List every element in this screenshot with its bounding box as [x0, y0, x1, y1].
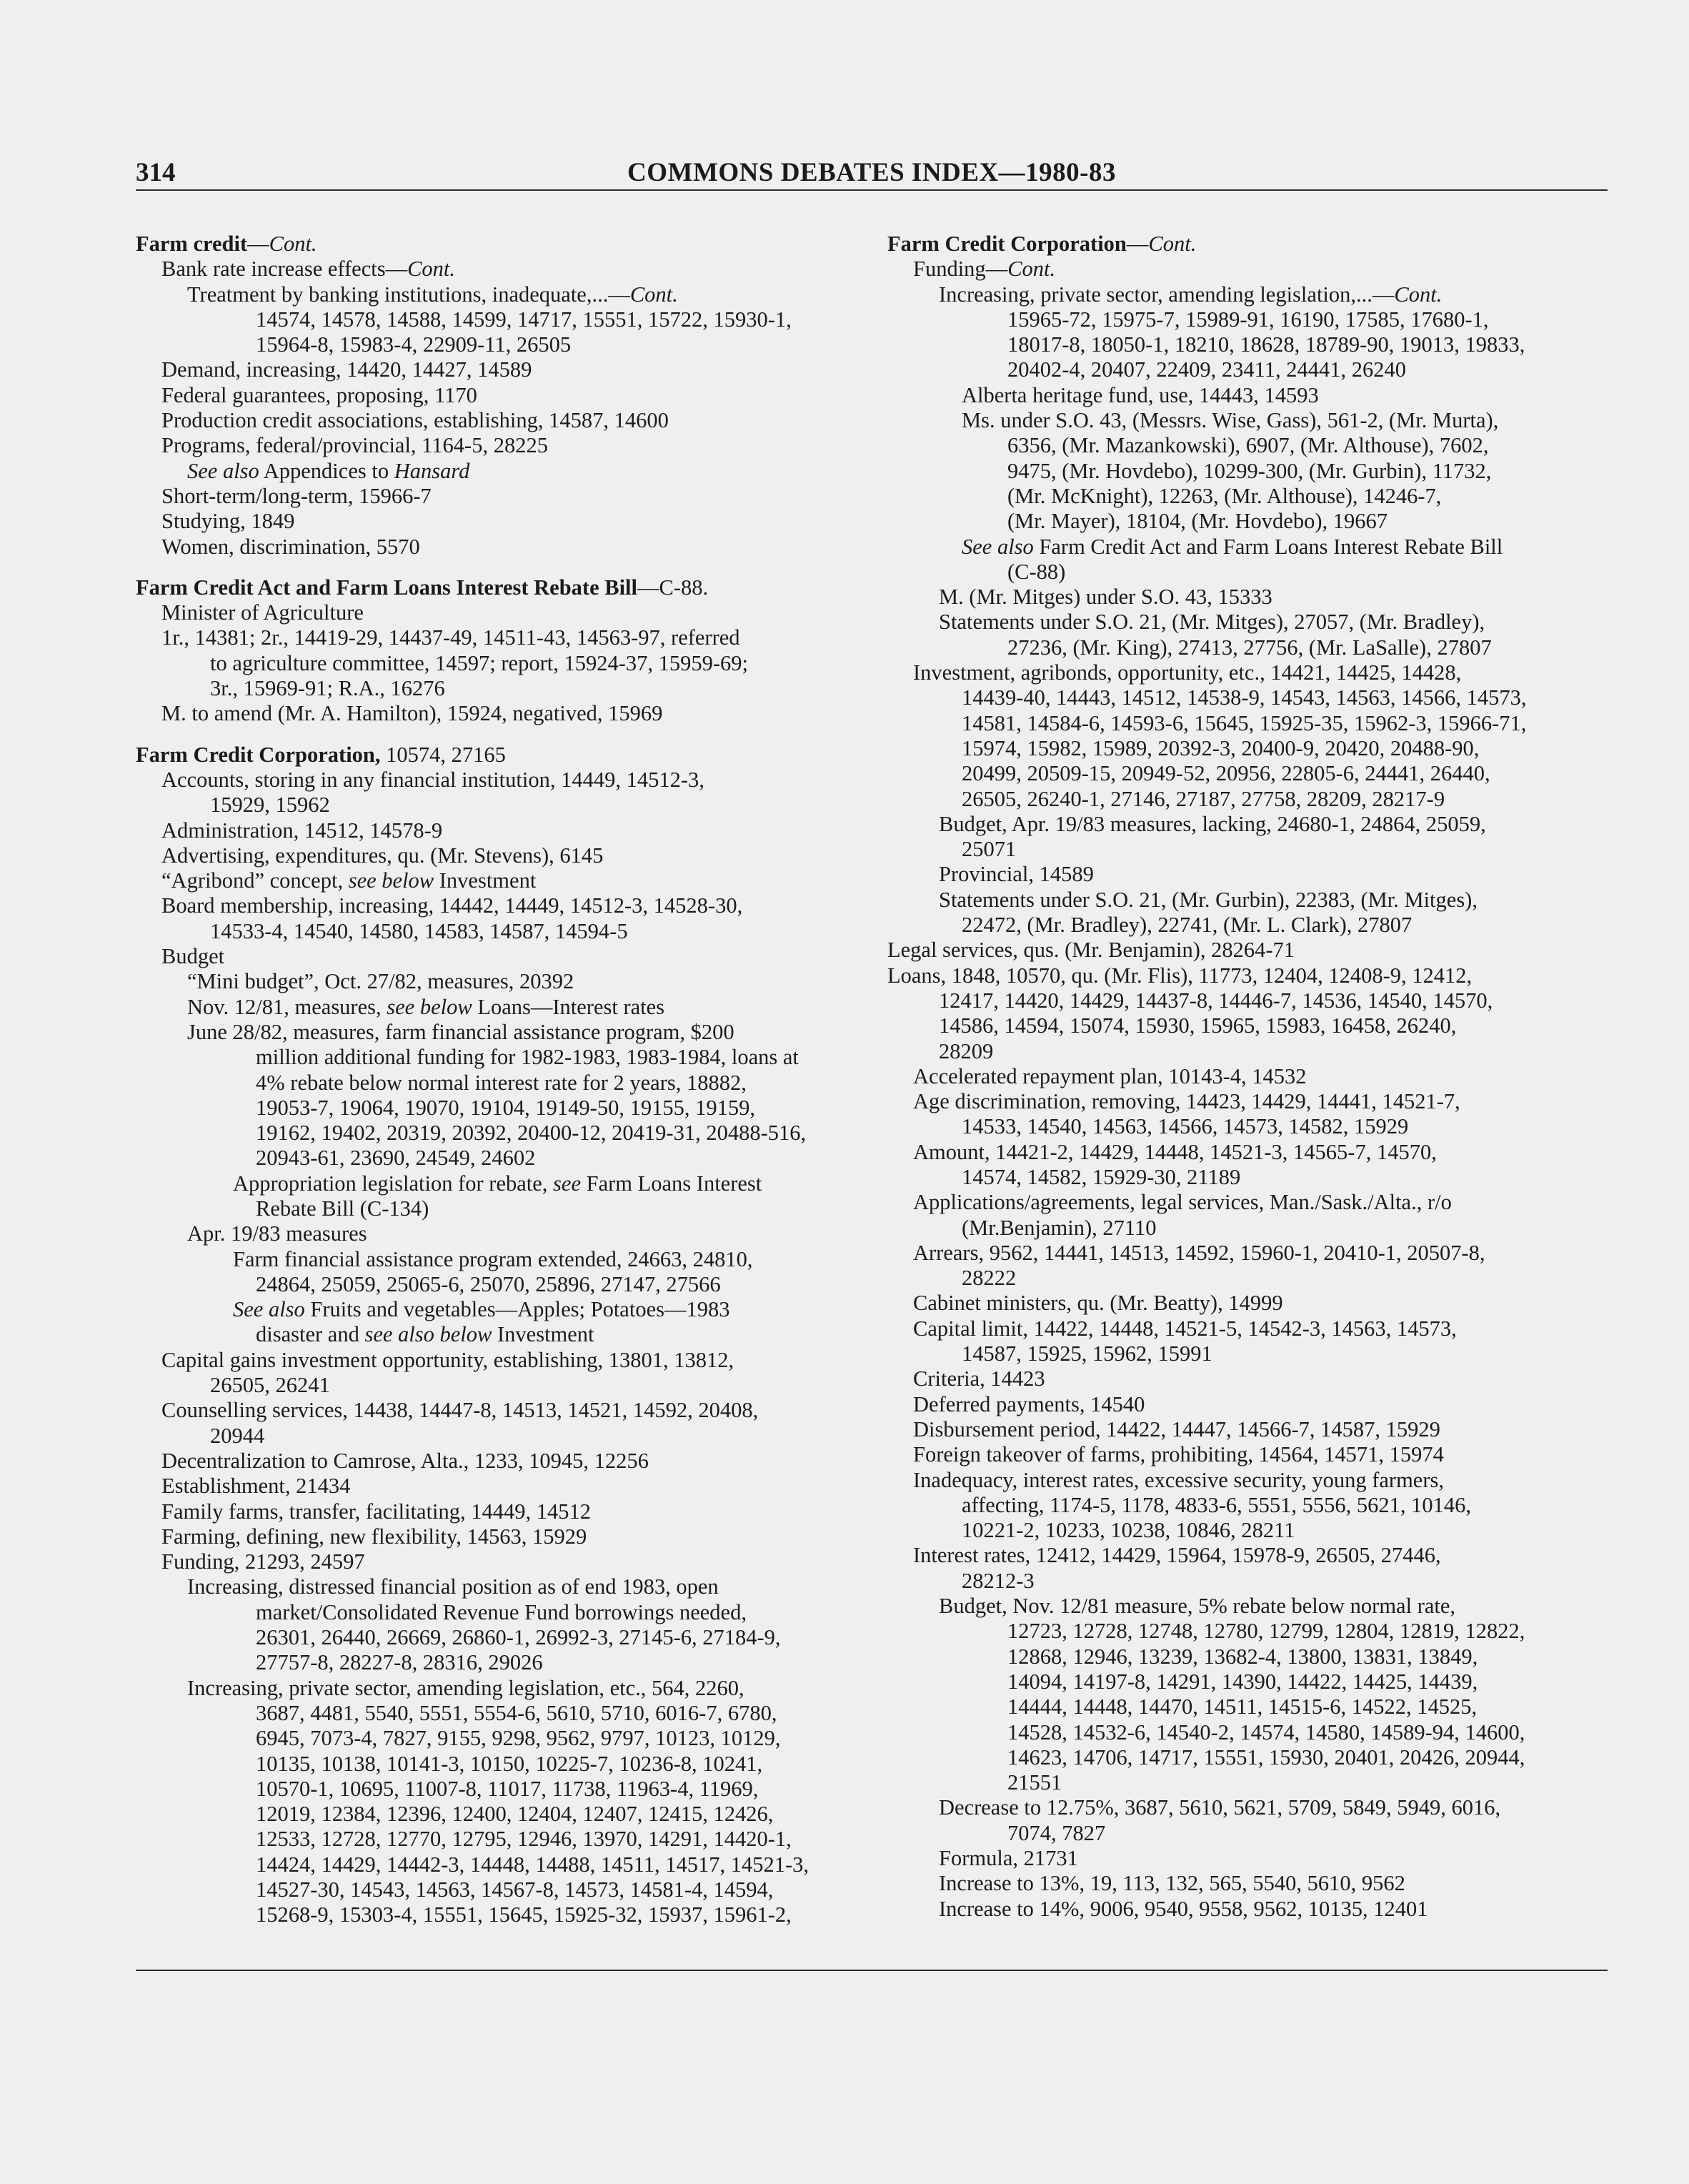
index-entry-line — [136, 433, 865, 458]
entry-text: 28209 — [939, 1038, 994, 1063]
index-entry-line — [136, 357, 865, 382]
entry-text: Loans—Interest rates — [472, 994, 665, 1019]
entry-text: Budget, Nov. 12/81 measure, 5% rebate below normal rate, — [939, 1594, 1456, 1619]
index-entry-line — [136, 332, 865, 357]
entry-text: 12019, 12384, 12396, 12400, 12404, 12407, 12415, 12426, — [256, 1802, 774, 1827]
index-entry-line — [887, 459, 1609, 484]
left-column — [136, 232, 865, 1928]
entry-text: 3687, 4481, 5540, 5551, 5554-6, 5610, 5710, 6016-7, 6780, — [256, 1700, 777, 1725]
entry-text: Treatment by banking institutions, inadequate,...— — [187, 282, 630, 307]
index-heading-line — [887, 938, 1609, 963]
entry-text: 20499, 20509-15, 20949-52, 20956, 22805-6, 24441, 26440, — [962, 761, 1490, 786]
entry-text: 14581, 14584-6, 14593-6, 15645, 15925-35, 15962-3, 15966-71, — [962, 710, 1527, 735]
entry-text: — — [247, 232, 269, 256]
entry-text: Increase to 13%, 19, 113, 132, 565, 5540, 5610, 9562 — [939, 1871, 1405, 1896]
index-heading-line — [887, 963, 1609, 988]
index-entry-line — [136, 1121, 865, 1146]
index-entry-line — [887, 862, 1609, 887]
index-entry-line — [136, 1297, 865, 1322]
index-entry-line — [887, 1468, 1609, 1493]
index-entry-line — [136, 1474, 865, 1499]
entry-text: million additional funding for 1982-1983, 1983-1984, loans at — [256, 1045, 799, 1070]
index-entry-line — [887, 1366, 1609, 1391]
index-entry-line — [136, 257, 865, 282]
index-entry-line — [136, 1827, 865, 1852]
index-entry-line — [136, 535, 865, 560]
index-entry-line — [136, 1676, 865, 1701]
index-entry-line — [136, 1071, 865, 1096]
index-entry-line — [136, 1524, 865, 1549]
entry-text: Loans, 1848, 10570, qu. (Mr. Flis), 11773, 12404, 12408-9, 12412, — [887, 963, 1473, 988]
entry-text: 14444, 14448, 14470, 14511, 14515-6, 14522, 14525, — [1007, 1694, 1478, 1719]
entry-text: 15964-8, 15983-4, 22909-11, 26505 — [256, 332, 572, 357]
entry-text: Rebate Bill (C-134) — [256, 1196, 429, 1221]
index-entry-line — [887, 1795, 1609, 1820]
entry-text: Alberta heritage fund, use, 14443, 14593 — [962, 382, 1319, 407]
entry-text: Decrease to 12.75%, 3687, 5610, 5621, 5709, 5849, 5949, 6016, — [939, 1795, 1501, 1820]
index-heading-line — [136, 743, 865, 768]
index-entry-line — [887, 1316, 1609, 1341]
index-entry-line — [887, 433, 1609, 458]
entry-text: market/Consolidated Revenue Fund borrowings needed, — [256, 1599, 747, 1624]
entry-text: Demand, increasing, 14420, 14427, 14589 — [161, 357, 532, 382]
italic-text: see below — [348, 868, 434, 893]
page-title: COMMONS DEBATES INDEX—1980-83 — [627, 158, 1116, 187]
entry-text: 20943-61, 23690, 24549, 24602 — [256, 1146, 536, 1171]
index-entry-line — [887, 1392, 1609, 1417]
right-column — [887, 232, 1609, 1922]
index-entry-line — [887, 1569, 1609, 1594]
italic-text: see below — [387, 994, 472, 1019]
index-entry-line — [887, 988, 1609, 1013]
entry-text: 28212-3 — [962, 1568, 1035, 1593]
entry-text: Accounts, storing in any financial institution, 14449, 14512-3, — [161, 767, 704, 792]
italic-text: Cont. — [269, 232, 317, 256]
index-entry-line — [887, 1291, 1609, 1316]
index-entry-line — [136, 1625, 865, 1650]
index-entry-line — [887, 837, 1609, 862]
index-entry-line — [136, 1045, 865, 1070]
index-entry-line — [136, 509, 865, 534]
entry-text: Advertising, expenditures, qu. (Mr. Stevens), 6145 — [161, 843, 604, 868]
index-entry-line — [887, 913, 1609, 938]
entry-text: Investment, agribonds, opportunity, etc., 14421, 14425, 14428, — [913, 660, 1462, 685]
index-entry-line — [136, 1020, 865, 1045]
index-entry-line — [136, 919, 865, 944]
index-term: Farm Credit Act and Farm Loans Interest Rebate Bill — [136, 575, 637, 600]
entry-text: 28222 — [962, 1266, 1017, 1291]
index-entry-line — [887, 1493, 1609, 1518]
entry-text: Apr. 19/83 measures — [187, 1221, 367, 1246]
index-entry-line — [136, 1600, 865, 1625]
entry-text: Cabinet ministers, qu. (Mr. Beatty), 14999 — [913, 1291, 1283, 1316]
entry-text: 14094, 14197-8, 14291, 14390, 14422, 14425, 14439, — [1007, 1669, 1478, 1694]
index-entry-line — [136, 1902, 865, 1927]
entry-text: 6356, (Mr. Mazankowski), 6907, (Mr. Althouse), 7602, — [1007, 433, 1489, 458]
index-heading-line — [887, 232, 1609, 257]
entry-text: Statements under S.O. 21, (Mr. Gurbin), 22383, (Mr. Mitges), — [939, 887, 1478, 912]
entry-text: Family farms, transfer, facilitating, 14449, 14512 — [161, 1499, 592, 1524]
index-entry-line — [887, 1720, 1609, 1745]
entry-text: Increasing, private sector, amending legislation,...— — [939, 282, 1395, 307]
entry-text: 15965-72, 15975-7, 15989-91, 16190, 17585, 17680-1, — [1007, 307, 1489, 332]
index-entry-line — [136, 1322, 865, 1347]
entry-text: 10221-2, 10233, 10238, 10846, 28211 — [962, 1518, 1295, 1543]
entry-text: Funding— — [913, 257, 1008, 282]
entry-text: 14574, 14578, 14588, 14599, 14717, 15551, 15722, 15930-1, — [256, 307, 792, 332]
italic-text: Cont. — [407, 257, 456, 282]
index-entry-line — [136, 1096, 865, 1121]
index-entry-line — [136, 282, 865, 307]
entry-text: 27757-8, 28227-8, 28316, 29026 — [256, 1650, 543, 1675]
index-entry-line — [887, 1770, 1609, 1795]
index-entry-line — [136, 793, 865, 818]
entry-text: Minister of Agriculture — [161, 600, 364, 625]
italic-text: Cont. — [1007, 257, 1056, 282]
index-entry-line — [136, 701, 865, 726]
entry-text: 18017-8, 18050-1, 18210, 18628, 18789-90, 19013, 19833, — [1007, 332, 1525, 357]
entry-text: 3r., 15969-91; R.A., 16276 — [210, 676, 445, 701]
index-entry-line — [136, 818, 865, 843]
entry-text: Arrears, 9562, 14441, 14513, 14592, 15960-1, 20410-1, 20507-8, — [913, 1240, 1485, 1265]
entry-text: 20402-4, 20407, 22409, 23411, 24441, 26240 — [1007, 357, 1407, 382]
entry-text: 4% rebate below normal interest rate for 2 years, 18882, — [256, 1070, 747, 1095]
index-entry-line — [887, 1064, 1609, 1089]
entry-text: Statements under S.O. 21, (Mr. Mitges), 27057, (Mr. Bradley), — [939, 610, 1485, 635]
entry-text: Ms. under S.O. 43, (Messrs. Wise, Gass), 561-2, (Mr. Murta), — [962, 408, 1499, 433]
index-entry-line — [136, 1171, 865, 1196]
entry-text: Disbursement period, 14422, 14447, 14566-7, 14587, 15929 — [913, 1416, 1440, 1441]
entry-text: Legal services, qus. (Mr. Benjamin), 28264-71 — [887, 938, 1295, 963]
entry-text: Farm Credit Act and Farm Loans Interest Rebate Bill — [1033, 534, 1503, 559]
entry-text: Establishment, 21434 — [161, 1474, 351, 1499]
entry-text: Deferred payments, 14540 — [913, 1391, 1145, 1416]
entry-text: Provincial, 14589 — [939, 862, 1094, 887]
entry-text: (Mr. Mayer), 18104, (Mr. Hovdebo), 19667 — [1007, 509, 1387, 534]
entry-text: 14587, 15925, 15962, 15991 — [962, 1341, 1212, 1366]
entry-text: Funding, 21293, 24597 — [161, 1549, 365, 1574]
index-entry-line — [887, 1821, 1609, 1846]
index-entry-line — [136, 600, 865, 625]
entry-text: Studying, 1849 — [161, 509, 295, 534]
footer-rule — [136, 1970, 1608, 1971]
entry-text: 15268-9, 15303-4, 15551, 15645, 15925-32, 15937, 15961-2, — [256, 1902, 792, 1927]
entry-text: Accelerated repayment plan, 10143-4, 14532 — [913, 1063, 1307, 1088]
entry-text: 10570-1, 10695, 11007-8, 11017, 11738, 11963-4, 11969, — [256, 1776, 759, 1801]
entry-text: June 28/82, measures, farm financial assistance program, $200 — [187, 1019, 734, 1044]
index-entry-line — [887, 1669, 1609, 1694]
entry-text: Farm Loans Interest — [581, 1171, 762, 1196]
index-entry-line — [887, 408, 1609, 433]
index-entry-line — [887, 1619, 1609, 1644]
entry-text: M. to amend (Mr. A. Hamilton), 15924, negatived, 15969 — [161, 701, 663, 726]
index-entry-line — [136, 484, 865, 509]
index-heading-line — [136, 575, 865, 600]
entry-text: 14574, 14582, 15929-30, 21189 — [962, 1164, 1241, 1189]
entry-text: 12533, 12728, 12770, 12795, 12946, 13970, 14291, 14420-1, — [256, 1827, 792, 1852]
entry-text: 25071 — [962, 837, 1017, 862]
entry-text: 10574, 27165 — [380, 742, 506, 767]
entry-text: “Mini budget”, Oct. 27/82, measures, 20392 — [187, 969, 574, 994]
index-entry-line — [887, 1897, 1609, 1922]
entry-text: 15929, 15962 — [210, 793, 330, 818]
index-entry-line — [136, 1726, 865, 1751]
index-entry-line — [136, 1221, 865, 1246]
entry-text: 20944 — [210, 1423, 265, 1448]
index-entry-line — [887, 1039, 1609, 1064]
index-entry-line — [887, 560, 1609, 585]
index-entry-line — [887, 888, 1609, 913]
index-entry-line — [136, 969, 865, 994]
index-entry-line — [136, 1196, 865, 1221]
index-entry-line — [887, 1644, 1609, 1669]
entry-text: 19053-7, 19064, 19070, 19104, 19149-50, 19155, 19159, — [256, 1095, 755, 1120]
index-entry-line — [887, 1013, 1609, 1038]
entry-text: Investment — [492, 1322, 594, 1347]
entry-text: 10135, 10138, 10141-3, 10150, 10225-7, 10236-8, 10241, — [256, 1751, 763, 1776]
entry-spacer — [136, 560, 865, 575]
index-entry-line — [136, 1852, 865, 1877]
entry-text: Federal guarantees, proposing, 1170 — [161, 382, 477, 407]
index-entry-line — [136, 843, 865, 868]
index-entry-line — [136, 1424, 865, 1449]
italic-text: see — [553, 1171, 581, 1196]
entry-text: 26505, 26241 — [210, 1373, 330, 1398]
entry-text: 14623, 14706, 14717, 15551, 15930, 20401, 20426, 20944, — [1007, 1744, 1525, 1769]
index-entry-line — [887, 1089, 1609, 1114]
entry-text: 26505, 26240-1, 27146, 27187, 27758, 28209, 28217-9 — [962, 786, 1445, 811]
index-entry-line — [136, 1499, 865, 1524]
index-entry-line — [887, 484, 1609, 509]
entry-text: (C-88) — [1007, 559, 1066, 584]
entry-text: Increase to 14%, 9006, 9540, 9558, 9562, 10135, 12401 — [939, 1896, 1428, 1921]
italic-text: see also below — [364, 1322, 492, 1347]
index-entry-line — [887, 736, 1609, 761]
index-entry-line — [887, 610, 1609, 635]
entry-text: Bank rate increase effects— — [161, 257, 408, 282]
index-term: Farm Credit Corporation, — [136, 742, 381, 767]
entry-text: Budget, Apr. 19/83 measures, lacking, 24680-1, 24864, 25059, — [939, 811, 1486, 836]
entry-text: 6945, 7073-4, 7827, 9155, 9298, 9562, 9797, 10123, 10129, — [256, 1726, 781, 1751]
index-entry-line — [136, 625, 865, 650]
entry-text: Interest rates, 12412, 14429, 15964, 15978-9, 26505, 27446, — [913, 1543, 1441, 1568]
entry-text: Administration, 14512, 14578-9 — [161, 818, 443, 843]
index-entry-line — [887, 509, 1609, 534]
index-entry-line — [887, 1543, 1609, 1568]
entry-text: 14528, 14532-6, 14540-2, 14574, 14580, 14589-94, 14600, — [1007, 1719, 1525, 1744]
index-entry-line — [136, 1247, 865, 1272]
entry-text: Counselling services, 14438, 14447-8, 14513, 14521, 14592, 20408, — [161, 1398, 759, 1423]
italic-text: Hansard — [394, 458, 470, 483]
entry-text: Foreign takeover of farms, prohibiting, 14564, 14571, 15974 — [913, 1442, 1444, 1467]
index-entry-line — [887, 812, 1609, 837]
index-entry-line — [887, 1165, 1609, 1190]
entry-text: 7074, 7827 — [1007, 1820, 1106, 1845]
entry-text: (Mr.Benjamin), 27110 — [962, 1215, 1157, 1240]
italic-text: See also — [962, 534, 1034, 559]
page-number: 314 — [136, 158, 176, 187]
entry-text: Short-term/long-term, 15966-7 — [161, 483, 432, 508]
index-entry-line — [887, 1846, 1609, 1871]
entry-text: 14424, 14429, 14442-3, 14448, 14488, 14511, 14517, 14521-3, — [256, 1852, 809, 1877]
index-entry-line — [887, 1442, 1609, 1467]
index-entry-line — [136, 893, 865, 918]
index-entry-line — [136, 1802, 865, 1827]
entry-text: Appropriation legislation for rebate, — [233, 1171, 554, 1196]
entry-text: (Mr. McKnight), 12263, (Mr. Althouse), 14246-7, — [1007, 483, 1442, 508]
entry-text: 27236, (Mr. King), 27413, 27756, (Mr. LaSalle), 27807 — [1007, 635, 1492, 660]
entry-text: Programs, federal/provincial, 1164-5, 28225 — [161, 433, 548, 458]
entry-text: affecting, 1174-5, 1178, 4833-6, 5551, 5556, 5621, 10146, — [962, 1492, 1471, 1517]
index-entry-line — [136, 459, 865, 484]
header-rule — [136, 189, 1608, 191]
index-entry-line — [887, 535, 1609, 560]
index-entry-line — [887, 1417, 1609, 1442]
index-entry-line — [887, 357, 1609, 382]
index-entry-line — [136, 1146, 865, 1171]
entry-text: 14439-40, 14443, 14512, 14538-9, 14543, 14563, 14566, 14573, — [962, 685, 1527, 710]
index-entry-line — [136, 768, 865, 793]
entry-text: 9475, (Mr. Hovdebo), 10299-300, (Mr. Gurbin), 11732, — [1007, 458, 1492, 483]
index-entry-line — [136, 1777, 865, 1802]
index-entry-line — [136, 1373, 865, 1398]
entry-text: 19162, 19402, 20319, 20392, 20400-12, 20419-31, 20488-516, — [256, 1121, 807, 1146]
entry-text: Budget — [161, 944, 225, 969]
entry-text: 12417, 14420, 14429, 14437-8, 14446-7, 14536, 14540, 14570, — [939, 988, 1493, 1013]
index-entry-line — [136, 676, 865, 701]
index-entry-line — [136, 1549, 865, 1574]
index-entry-line — [887, 257, 1609, 282]
index-entry-line — [136, 1398, 865, 1423]
index-entry-line — [136, 383, 865, 408]
italic-text: See also — [233, 1297, 305, 1322]
index-entry-line — [136, 307, 865, 332]
index-entry-line — [136, 995, 865, 1020]
index-entry-line — [887, 332, 1609, 357]
index-entry-line — [887, 383, 1609, 408]
index-entry-line — [887, 585, 1609, 610]
index-entry-line — [136, 651, 865, 676]
entry-text: — — [1126, 232, 1149, 256]
entry-text: Inadequacy, interest rates, excessive security, young farmers, — [913, 1467, 1444, 1492]
index-entry-line — [887, 660, 1609, 685]
entry-text: Formula, 21731 — [939, 1846, 1078, 1870]
entry-text: 21551 — [1007, 1770, 1062, 1795]
entry-text: “Agribond” concept, — [161, 868, 349, 893]
entry-text: Women, discrimination, 5570 — [161, 534, 420, 559]
entry-text: 22472, (Mr. Bradley), 22741, (Mr. L. Clark), 27807 — [962, 913, 1413, 938]
entry-text: Investment — [434, 868, 537, 893]
entry-text: Age discrimination, removing, 14423, 14429, 14441, 14521-7, — [913, 1089, 1460, 1114]
entry-text: Capital gains investment opportunity, establishing, 13801, 13812, — [161, 1347, 734, 1372]
entry-text: Farm financial assistance program extended, 24663, 24810, — [233, 1246, 753, 1271]
index-entry-line — [887, 761, 1609, 786]
entry-text: Applications/agreements, legal services, Man./Sask./Alta., r/o — [913, 1190, 1452, 1215]
index-entry-line — [887, 1216, 1609, 1241]
index-entry-line — [136, 1574, 865, 1599]
index-term: Farm Credit Corporation — [887, 232, 1127, 256]
index-entry-line — [887, 1140, 1609, 1165]
entry-text: 12868, 12946, 13239, 13682-4, 13800, 13831, 13849, — [1007, 1644, 1478, 1669]
index-entry-line — [887, 1518, 1609, 1543]
index-entry-line — [887, 307, 1609, 332]
entry-text: 14533, 14540, 14563, 14566, 14573, 14582, 15929 — [962, 1114, 1409, 1139]
index-entry-line — [136, 1877, 865, 1902]
index-entry-line — [887, 1190, 1609, 1215]
italic-text: Cont. — [1394, 282, 1443, 307]
entry-text: 26301, 26440, 26669, 26860-1, 26992-3, 27145-6, 27184-9, — [256, 1625, 781, 1650]
index-entry-line — [887, 1266, 1609, 1291]
entry-text: Decentralization to Camrose, Alta., 1233, 10945, 12256 — [161, 1448, 649, 1473]
entry-text: Increasing, distressed financial position as of end 1983, open — [187, 1574, 719, 1599]
index-entry-line — [887, 635, 1609, 660]
entry-text: to agriculture committee, 14597; report, 15924-37, 15959-69; — [210, 650, 749, 675]
index-entry-line — [136, 408, 865, 433]
entry-text: Appendices to — [259, 458, 394, 483]
index-entry-line — [887, 1114, 1609, 1139]
entry-text: Board membership, increasing, 14442, 14449, 14512-3, 14528-30, — [161, 893, 743, 918]
entry-text: M. (Mr. Mitges) under S.O. 43, 15333 — [939, 585, 1272, 610]
entry-text: 1r., 14381; 2r., 14419-29, 14437-49, 14511-43, 14563-97, referred — [161, 625, 740, 650]
index-entry-line — [887, 1594, 1609, 1619]
entry-text: Increasing, private sector, amending legislation, etc., 564, 2260, — [187, 1675, 744, 1700]
index-entry-line — [887, 1745, 1609, 1770]
italic-text: Cont. — [1148, 232, 1197, 256]
entry-text: 14533-4, 14540, 14580, 14583, 14587, 14594-5 — [210, 918, 628, 943]
italic-text: Cont. — [629, 282, 678, 307]
entry-text: Criteria, 14423 — [913, 1366, 1045, 1391]
entry-text: 24864, 25059, 25065-6, 25070, 25896, 27147, 27566 — [256, 1271, 721, 1296]
entry-text: 15974, 15982, 15989, 20392-3, 20400-9, 20420, 20488-90, — [962, 735, 1480, 760]
index-entry-line — [136, 1752, 865, 1777]
index-entry-line — [887, 1341, 1609, 1366]
index-entry-line — [136, 1701, 865, 1726]
entry-text: 12723, 12728, 12748, 12780, 12799, 12804, 12819, 12822, — [1007, 1619, 1525, 1644]
entry-text: Capital limit, 14422, 14448, 14521-5, 14542-3, 14563, 14573, — [913, 1316, 1457, 1341]
entry-text: Amount, 14421-2, 14429, 14448, 14521-3, 14565-7, 14570, — [913, 1139, 1437, 1164]
index-entry-line — [887, 282, 1609, 307]
entry-text: 14527-30, 14543, 14563, 14567-8, 14573, 14581-4, 14594, — [256, 1877, 774, 1902]
index-heading-line — [136, 232, 865, 257]
index-entry-line — [887, 1871, 1609, 1896]
entry-text: disaster and — [256, 1322, 365, 1347]
index-entry-line — [887, 1694, 1609, 1719]
entry-text: —C-88. — [637, 575, 709, 600]
index-entry-line — [136, 868, 865, 893]
italic-text: See also — [187, 458, 259, 483]
index-entry-line — [136, 1449, 865, 1474]
page-header — [136, 156, 1608, 192]
entry-text: Nov. 12/81, measures, — [187, 994, 387, 1019]
index-entry-line — [887, 711, 1609, 736]
index-entry-line — [887, 787, 1609, 812]
entry-text: Production credit associations, establishing, 14587, 14600 — [161, 408, 669, 433]
entry-text: Fruits and vegetables—Apples; Potatoes—1983 — [304, 1297, 730, 1322]
index-entry-line — [887, 1241, 1609, 1266]
index-entry-line — [136, 944, 865, 969]
index-entry-line — [136, 1272, 865, 1297]
index-entry-line — [887, 685, 1609, 710]
entry-text: Farming, defining, new flexibility, 14563, 15929 — [161, 1524, 587, 1549]
entry-spacer — [136, 727, 865, 743]
index-entry-line — [136, 1650, 865, 1675]
index-term: Farm credit — [136, 232, 248, 256]
entry-text: 14586, 14594, 15074, 15930, 15965, 15983, 16458, 26240, — [939, 1013, 1457, 1038]
index-entry-line — [136, 1348, 865, 1373]
